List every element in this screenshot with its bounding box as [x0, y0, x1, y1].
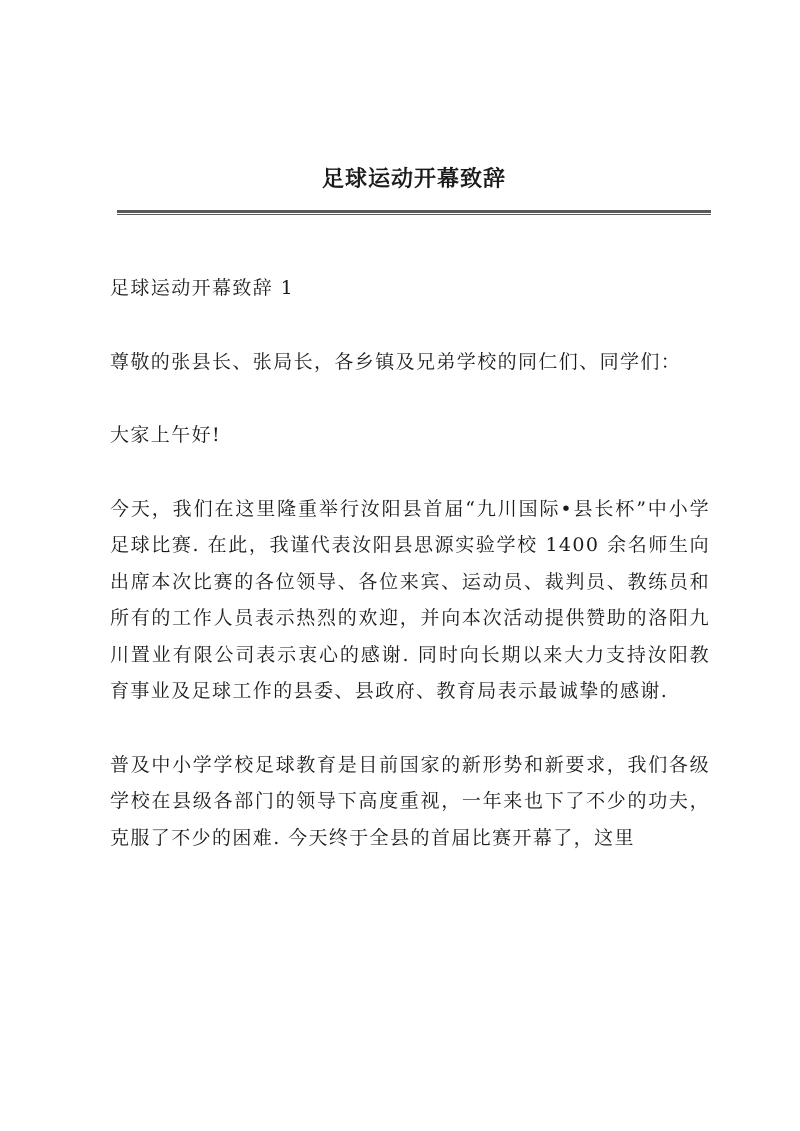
salutation: 尊敬的张县长、张局长，各乡镇及兄弟学校的同仁们、同学们： [110, 350, 682, 373]
document-body [110, 270, 710, 856]
greeting: 大家上午好! [110, 424, 222, 446]
body-paragraph-1: 今天，我们在这里隆重举行汝阳县首届“九川国际•县长杯”中小学足球比赛. 在此，我谨代表汝阳县思源实验学校 1400 余名师生向出席本次比赛的各位领导、各位来宾、运动员、裁判员、教练员和所有的工作人员表示热烈的欢迎，并向本次活动提供赞助的洛阳九川置业有限公司表示衷心的感谢. 同时向长期以来大力支持汝阳教育事业及足球工作的县委、县政府、教育局表示最诚挚的感谢. [110, 497, 710, 702]
page-title: 足球运动开幕致辞 [321, 166, 506, 192]
title-divider [117, 210, 711, 215]
body-paragraph-2: 普及中小学学校足球教育是目前国家的新形势和新要求，我们各级学校在县级各部门的领导下高度重视，一年来也下了不少的功夫，克服了不少的困难. 今天终于全县的首届比赛开幕了，这里 [110, 753, 710, 849]
section-heading: 足球运动开幕致辞 1 [110, 277, 295, 299]
